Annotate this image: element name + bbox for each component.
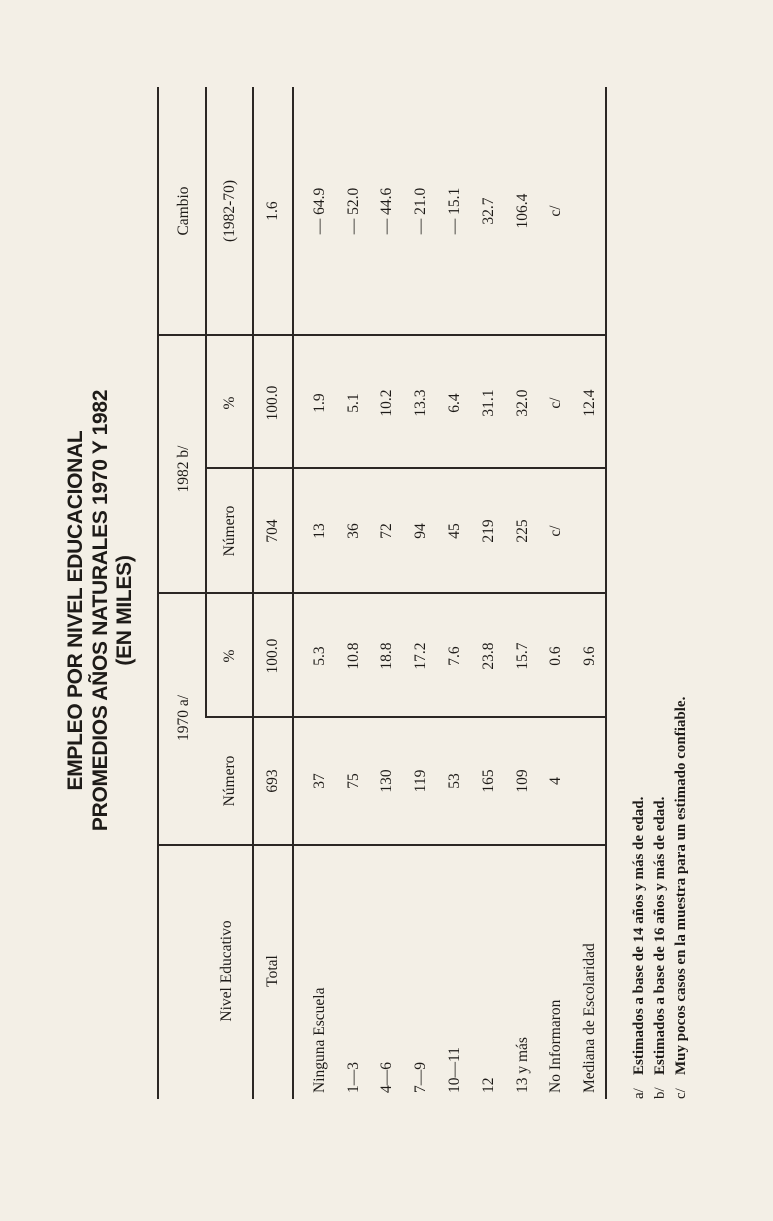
total-n1982: 704 — [264, 519, 281, 543]
year1970-group-rule — [205, 336, 207, 718]
total-cambio: 1.6 — [264, 201, 281, 221]
row-3-p1982: 10.2 — [378, 389, 395, 417]
header-numero-1982: Número — [221, 505, 238, 557]
row-1-p1982: 1.9 — [311, 393, 328, 413]
title-line-3: (EN MILES) — [113, 555, 136, 666]
row-7-p1982: 32.0 — [514, 389, 531, 417]
row-9-p1982: 12.4 — [581, 389, 598, 417]
footnote-c — [672, 697, 690, 1099]
row-3-label: 4—6 — [378, 1062, 395, 1093]
row-8-n1982: c/ — [547, 525, 564, 537]
row-2-n1982: 36 — [345, 523, 362, 539]
row-4-n1982: 94 — [412, 523, 429, 539]
row-8-cambio: c/ — [547, 205, 564, 217]
row-3-p1970: 18.8 — [378, 642, 395, 670]
row-2-p1970: 10.8 — [345, 642, 362, 670]
row-4-label: 7—9 — [412, 1062, 429, 1093]
title-line-2: PROMEDIOS AÑOS NATURALES 1970 Y 1982 — [89, 389, 112, 832]
header-1970: 1970 a/ — [175, 694, 192, 742]
column-divider-5 — [157, 334, 606, 336]
row-9-p1970: 9.6 — [581, 646, 598, 666]
header-nivel-educativo: Nivel Educativo — [218, 920, 235, 1022]
row-3-n1982: 72 — [378, 523, 395, 539]
row-6-n1970: 165 — [480, 769, 497, 793]
footnote-a-text: Estimados a base de 14 años y más de edad. — [631, 796, 647, 1075]
row-7-p1970: 15.7 — [514, 642, 531, 670]
row-1-label: Ninguna Escuela — [311, 987, 328, 1093]
row-5-label: 10—11 — [446, 1047, 463, 1093]
footnote-b — [651, 797, 669, 1099]
row-2-n1970: 75 — [345, 773, 362, 789]
row-3-n1970: 130 — [378, 769, 395, 793]
row-1-n1982: 13 — [311, 523, 328, 539]
row-4-p1982: 13.3 — [412, 389, 429, 417]
row-5-n1982: 45 — [446, 523, 463, 539]
row-9-label: Mediana de Escolaridad — [581, 943, 598, 1093]
footnote-b-text: Estimados a base de 16 años y más de edad. — [652, 796, 668, 1075]
row-5-n1970: 53 — [446, 773, 463, 789]
header-cambio: Cambio — [175, 186, 192, 236]
footnote-a — [630, 797, 648, 1099]
title-line-1: EMPLEO POR NIVEL EDUCACIONAL — [64, 430, 87, 791]
total-label: Total — [264, 955, 281, 987]
row-6-p1982: 31.1 — [480, 389, 497, 417]
row-1-cambio: — 64.9 — [311, 187, 328, 235]
row-7-n1970: 109 — [514, 769, 531, 793]
row-2-p1982: 5.1 — [345, 393, 362, 413]
row-5-p1970: 7.6 — [446, 646, 463, 666]
footnote-b-mark: b/ — [652, 1087, 668, 1099]
total-n1970: 693 — [264, 769, 281, 793]
row-2-label: 1—3 — [345, 1062, 362, 1093]
footnote-c-text: Muy pocos casos en la muestra para un estimado confiable. — [673, 696, 689, 1075]
column-divider-2 — [205, 716, 606, 718]
row-5-cambio: — 15.1 — [446, 187, 463, 235]
header-pct-1982: % — [221, 396, 238, 410]
footnote-c-mark: c/ — [673, 1088, 689, 1099]
row-4-p1970: 17.2 — [412, 642, 429, 670]
column-divider-3 — [157, 592, 606, 594]
row-7-label: 13 y más — [514, 1037, 531, 1093]
row-6-p1970: 23.8 — [480, 642, 497, 670]
row-3-cambio: — 44.6 — [378, 187, 395, 235]
row-4-n1970: 119 — [412, 769, 429, 793]
row-8-p1970: 0.6 — [547, 646, 564, 666]
row-7-cambio: 106.4 — [514, 193, 531, 229]
footnote-a-mark: a/ — [631, 1088, 647, 1099]
header-numero-1970: Número — [221, 755, 238, 807]
row-8-p1982: c/ — [547, 397, 564, 409]
row-6-cambio: 32.7 — [480, 197, 497, 225]
column-divider-4 — [205, 467, 606, 469]
year1982-group-rule — [205, 87, 207, 336]
row-1-n1970: 37 — [311, 773, 328, 789]
header-periodo: (1982-70) — [221, 180, 238, 242]
row-7-n1982: 225 — [514, 519, 531, 543]
column-divider-1 — [157, 844, 606, 846]
row-1-p1970: 5.3 — [311, 646, 328, 666]
row-4-cambio: — 21.0 — [412, 187, 429, 235]
total-p1982: 100.0 — [264, 385, 281, 421]
total-p1970: 100.0 — [264, 638, 281, 674]
row-6-label: 12 — [480, 1077, 497, 1093]
row-8-n1970: 4 — [547, 777, 564, 785]
header-1982: 1982 b/ — [175, 445, 192, 493]
row-6-n1982: 219 — [480, 519, 497, 543]
row-8-label: No Informaron — [547, 999, 564, 1093]
row-2-cambio: — 52.0 — [345, 187, 362, 235]
row-5-p1982: 6.4 — [446, 393, 463, 413]
header-pct-1970: % — [221, 649, 238, 663]
